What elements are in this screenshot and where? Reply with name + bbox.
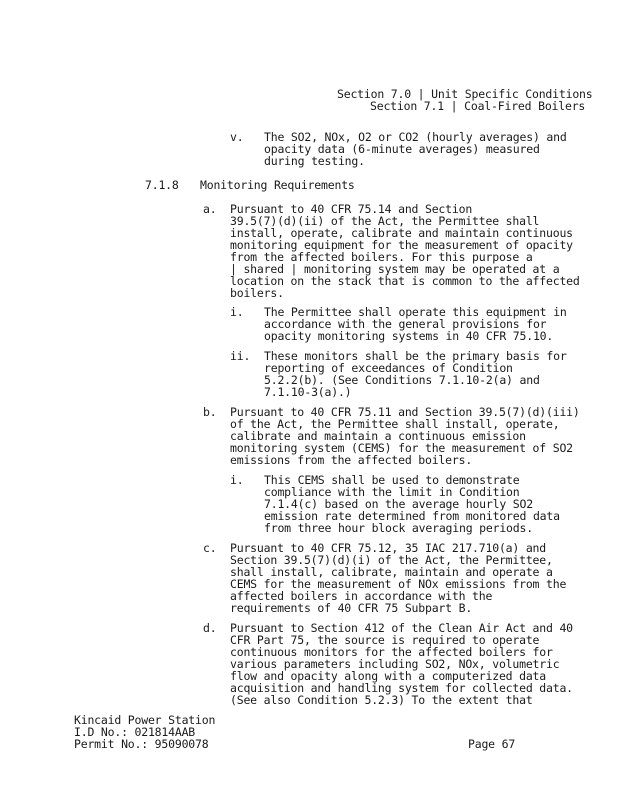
text-line: Pursuant to 40 CFR 75.11 and Section 39.5(7)(d)(iii) — [230, 405, 580, 419]
text-line: The Permittee shall operate this equipment in — [264, 305, 567, 319]
item-b-i-label: i. — [230, 473, 244, 487]
item-a-ii-text — [264, 350, 567, 398]
text-line: This CEMS shall be used to demonstrate — [264, 473, 520, 487]
text-line: from the affected boilers. For this purpose a — [230, 250, 533, 264]
section-header-line1: Section 7.0 | Unit Specific Conditions — [337, 87, 593, 101]
item-d-text — [230, 622, 573, 706]
text-line: Pursuant to Section 412 of the Clean Air Act and 40 — [230, 621, 573, 635]
text-line: monitoring system (CEMS) for the measurement of SO2 — [230, 441, 573, 455]
text-line: accordance with the general provisions for — [264, 317, 547, 331]
text-line: Pursuant to 40 CFR 75.14 and Section — [230, 202, 473, 216]
text-line: 5.2.2(b). (See Conditions 7.1.10-2(a) and — [264, 373, 540, 387]
item-c-label: c. — [203, 541, 217, 555]
footer-station: Kincaid Power Station — [74, 713, 216, 727]
text-line: These monitors shall be the primary basis for — [264, 349, 567, 363]
text-line: boilers. — [230, 286, 284, 300]
text-line: opacity monitoring systems in 40 CFR 75.10. — [264, 329, 554, 343]
item-a-i-label: i. — [230, 305, 244, 319]
text-line: from three hour block averaging periods. — [264, 521, 533, 535]
item-a-text — [230, 203, 580, 299]
text-line: opacity data (6-minute averages) measured — [264, 142, 540, 156]
text-line: emissions from the affected boilers. — [230, 453, 473, 467]
text-line: acquisition and handling system for collected data. — [230, 681, 573, 695]
text-line: | shared | monitoring system may be operated at a — [230, 262, 560, 276]
text-line: Section 39.5(7)(d)(i) of the Act, the Permittee, — [230, 553, 553, 567]
section-title: Monitoring Requirements — [200, 178, 355, 192]
text-line: (See also Condition 5.2.3) To the extent that — [230, 693, 533, 707]
footer-id-no: I.D No.: 021814AAB — [74, 725, 196, 739]
item-c-text — [230, 542, 566, 614]
item-a-i-text — [264, 306, 567, 342]
text-line: various parameters including SO2, NOx, volumetric — [230, 657, 560, 671]
text-line: shall install, calibrate, maintain and operate a — [230, 565, 553, 579]
item-b-label: b. — [203, 405, 217, 419]
text-line: CFR Part 75, the source is required to operate — [230, 633, 540, 647]
item-a-label: a. — [203, 202, 217, 216]
section-number: 7.1.8 — [145, 178, 179, 192]
footer-permit-no: Permit No.: 95090078 — [74, 737, 209, 751]
text-line: during testing. — [264, 154, 365, 168]
item-b-i-text — [264, 474, 560, 534]
text-line: reporting of exceedances of Condition — [264, 361, 513, 375]
text-line: 39.5(7)(d)(ii) of the Act, the Permittee shall — [230, 214, 540, 228]
text-line: continuous monitors for the affected boilers for — [230, 645, 553, 659]
item-b-text — [230, 406, 580, 466]
section-header-line2: Section 7.1 | Coal-Fired Boilers — [370, 99, 586, 113]
text-line: compliance with the limit in Condition — [264, 485, 520, 499]
page-number: Page 67 — [468, 737, 516, 751]
text-line: 7.1.4(c) based on the average hourly SO2 — [264, 497, 533, 511]
text-line: install, operate, calibrate and maintain continuous — [230, 226, 573, 240]
item-d-label: d. — [203, 621, 217, 635]
text-line: emission rate determined from monitored data — [264, 509, 560, 523]
text-line: Pursuant to 40 CFR 75.12, 35 IAC 217.710(a) and — [230, 541, 547, 555]
text-line: of the Act, the Permittee shall install, operate, — [230, 417, 560, 431]
text-line: flow and opacity along with a computerized data — [230, 669, 547, 683]
item-v-label: v. — [230, 130, 244, 144]
text-line: monitoring equipment for the measurement of opacity — [230, 238, 573, 252]
item-a-ii-label: ii. — [230, 349, 251, 363]
item-v-text — [264, 131, 567, 167]
text-line: requirements of 40 CFR 75 Subpart B. — [230, 601, 473, 615]
text-line: The SO2, NOx, O2 or CO2 (hourly averages) and — [264, 130, 567, 144]
text-line: affected boilers in accordance with the — [230, 589, 493, 603]
text-line: CEMS for the measurement of NOx emissions from the — [230, 577, 567, 591]
text-line: location on the stack that is common to the affected — [230, 274, 580, 288]
text-line: calibrate and maintain a continuous emission — [230, 429, 526, 443]
text-line: 7.1.10-3(a).) — [264, 385, 352, 399]
